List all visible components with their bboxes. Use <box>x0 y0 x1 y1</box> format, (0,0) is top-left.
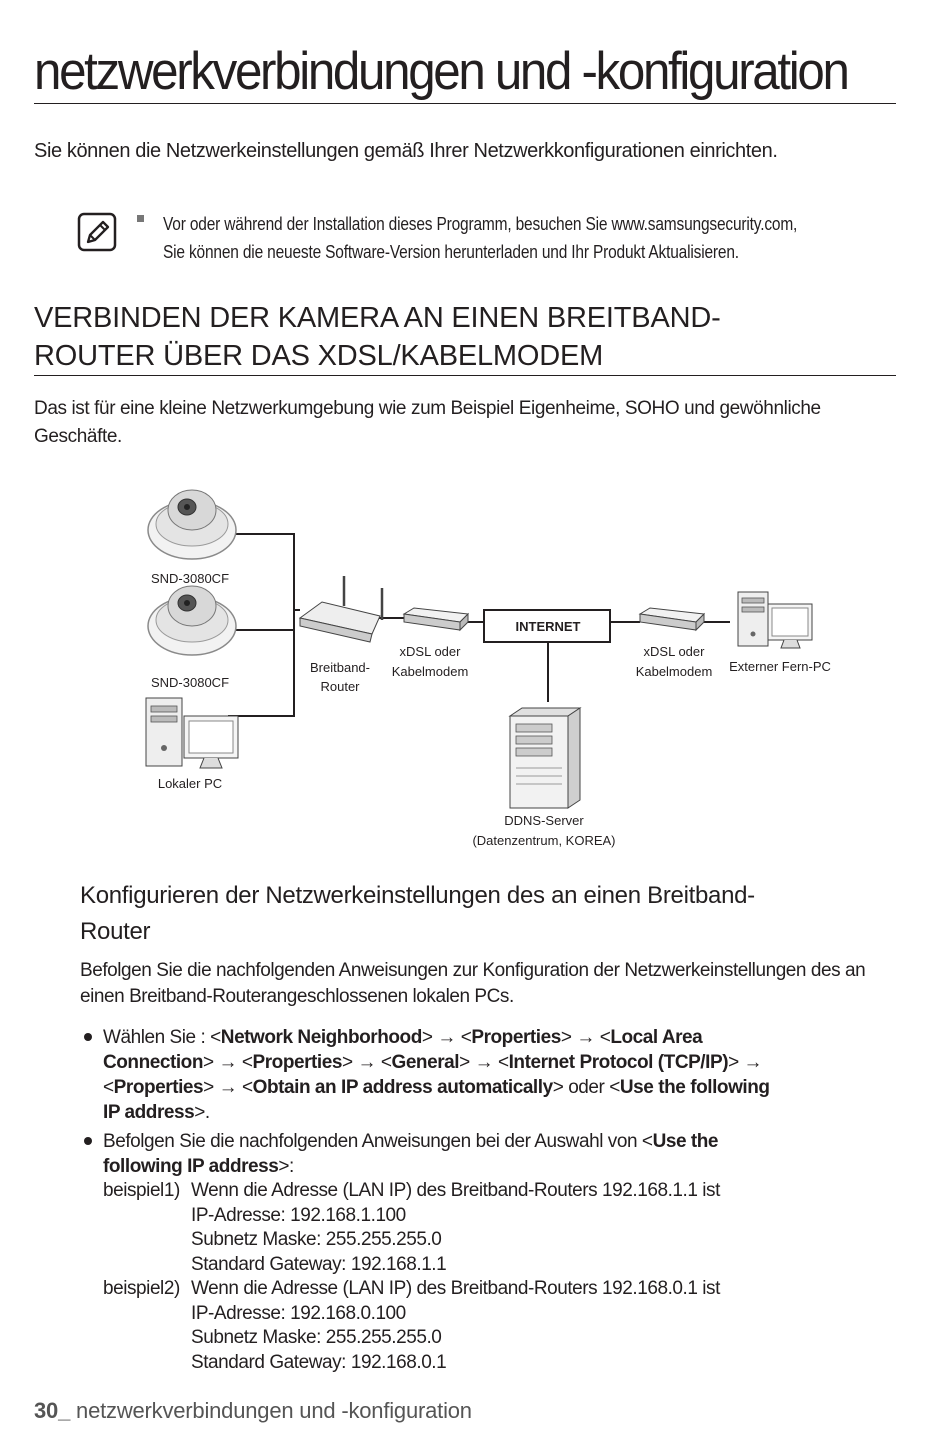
page-number: 30_ <box>34 1398 71 1423</box>
subsection-heading-line-1: Konfigurieren der Netzwerkeinstellungen des an einen Breitband- <box>80 882 755 909</box>
note-text <box>163 210 797 266</box>
section-heading <box>34 299 721 375</box>
bullet-1: Wählen Sie : <Network Neighborhood> → <Properties> → <Local Area Connection> → <Properties> → <General> → <Internet Protocol (TCP/IP)> → <Properties> → <Obtain an IP address automatically> oder <Use the following IP address>. <box>103 1027 770 1123</box>
internet-label: INTERNET <box>515 619 581 634</box>
local-pc-label: Lokaler PC <box>157 776 223 791</box>
note-line-2: Sie können die neueste Software-Version herunterladen und Ihr Produkt Aktualisieren. <box>163 242 739 262</box>
modem-left-label-line-2: Kabelmodem <box>391 664 469 679</box>
note-bullet <box>137 215 144 222</box>
subsection-body: Befolgen Sie die nachfolgenden Anweisungen zur Konfiguration der Netzwerkeinstellungen des an einen Breitband-Routerangeschlossenen lokalen PCs. <box>80 960 866 1007</box>
section-heading-line-1: VERBINDEN DER KAMERA AN EINEN BREITBAND- <box>34 302 721 334</box>
bullet-dot-2 <box>84 1137 92 1145</box>
example-2-ip: IP-Adresse: 192.168.0.100 <box>191 1302 406 1324</box>
router-icon <box>300 576 382 642</box>
local-pc-icon <box>146 698 238 768</box>
section-divider <box>34 375 896 376</box>
ddns-label-line-1: DDNS-Server <box>504 813 584 828</box>
modem-right-label-line-1: xDSL oder <box>643 644 705 659</box>
page-title: netzwerkverbindungen und -konfiguration <box>34 42 848 101</box>
note-line-1: Vor oder während der Installation dieses Programm, besuchen Sie www.samsungsecurity.com, <box>163 214 798 234</box>
section-description: Das ist für eine kleine Netzwerkumgebung wie zum Beispiel Eigenheime, SOHO und gewöhnliche Geschäfte. <box>34 398 821 447</box>
bullet-dot-1 <box>84 1033 92 1041</box>
modem-right-label-line-2: Kabelmodem <box>635 664 713 679</box>
camera-2-label: SND-3080CF <box>150 675 230 690</box>
bullet-2: Befolgen Sie die nachfolgenden Anweisungen bei der Auswahl von <Use the following IP address>: <box>103 1131 719 1177</box>
subsection-heading <box>80 878 900 950</box>
page-footer <box>34 1398 472 1424</box>
ddns-label-line-2: (Datenzentrum, KOREA) <box>472 833 616 848</box>
example-1-gateway: Standard Gateway: 192.168.1.1 <box>191 1253 447 1275</box>
intro-text: Sie können die Netzwerkeinstellungen gemäß Ihrer Netzwerkkonfigurationen einrichten. <box>34 140 778 162</box>
modem-left-icon <box>404 608 468 630</box>
example-1-ip: IP-Adresse: 192.168.1.100 <box>191 1204 406 1226</box>
dome-camera-1 <box>148 490 236 559</box>
remote-pc-label: Externer Fern-PC <box>729 659 831 674</box>
router-label-line-1: Breitband- <box>310 660 370 675</box>
example-2-line: Wenn die Adresse (LAN IP) des Breitband-Routers 192.168.0.1 ist <box>191 1278 720 1299</box>
dome-camera-2 <box>148 586 236 655</box>
subsection-heading-line-2: Router <box>80 918 151 945</box>
example-2-mask: Subnetz Maske: 255.255.255.0 <box>191 1327 442 1348</box>
router-label-line-2: Router <box>320 679 360 694</box>
modem-right-icon <box>640 608 704 630</box>
title-divider <box>34 103 896 104</box>
ddns-server-icon <box>510 708 580 808</box>
modem-left-label-line-1: xDSL oder <box>399 644 461 659</box>
example-1-label: beispiel1) <box>103 1180 180 1201</box>
section-heading-line-2: ROUTER ÜBER DAS XDSL/KABELMODEM <box>34 340 604 372</box>
footer-text: netzwerkverbindungen und -konfiguration <box>76 1398 472 1423</box>
remote-pc-icon <box>738 592 812 648</box>
example-2-label: beispiel2) <box>103 1278 180 1299</box>
camera-1-label: SND-3080CF <box>150 571 230 586</box>
note-pencil-icon <box>76 211 118 253</box>
network-diagram <box>0 470 950 870</box>
example-1-line: Wenn die Adresse (LAN IP) des Breitband-Routers 192.168.1.1 ist <box>191 1180 720 1201</box>
example-2-block <box>191 1277 720 1375</box>
example-1-mask: Subnetz Maske: 255.255.255.0 <box>191 1229 442 1250</box>
example-1-block <box>191 1179 720 1277</box>
example-2-gateway: Standard Gateway: 192.168.0.1 <box>191 1351 447 1373</box>
